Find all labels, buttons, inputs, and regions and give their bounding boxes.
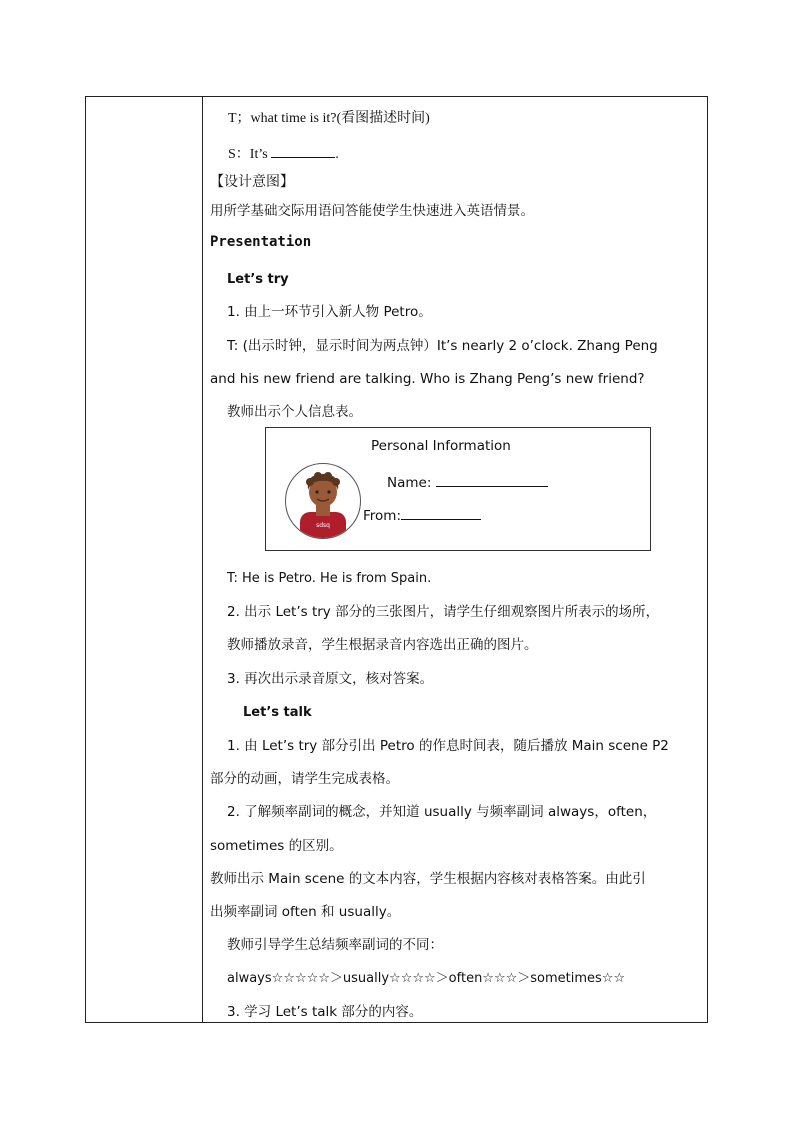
text-line-19: sometimes 的区别。 xyxy=(210,838,343,854)
column-divider xyxy=(202,97,203,1022)
design-intent-heading: 【设计意图】 xyxy=(210,174,294,190)
text-line-14: 3. 再次出示录音原文，核对答案。 xyxy=(227,671,434,687)
personal-info-card xyxy=(265,427,651,551)
subsection-lets-talk: Let’s talk xyxy=(243,705,312,720)
petro-avatar xyxy=(285,463,361,539)
text-line-4: 用所学基础交际用语问答能使学生快速进入英语情景。 xyxy=(210,203,534,219)
text-line-8: T: (出示时钟，显示时间为两点钟）It’s nearly 2 o’clock. Zhang Peng xyxy=(227,338,658,354)
text-line-22: 教师引导学生总结频率副词的不同： xyxy=(227,937,443,953)
text-line-10: 教师出示个人信息表。 xyxy=(227,404,362,420)
text-line-11: T: He is Petro. He is from Spain. xyxy=(227,571,432,586)
answer-prefix: S：It’s xyxy=(228,147,272,162)
name-blank xyxy=(436,473,548,487)
answer-suffix: . xyxy=(335,147,339,162)
from-blank xyxy=(401,506,481,520)
from-field xyxy=(363,506,481,524)
text-line-24: 3. 学习 Let’s talk 部分的内容。 xyxy=(227,1004,423,1020)
text-line-18: 2. 了解频率副词的概念，并知道 usually 与频率副词 always，often， xyxy=(227,804,657,820)
text-line-13: 教师播放录音，学生根据录音内容选出正确的图片。 xyxy=(227,637,538,653)
text-line-9: and his new friend are talking. Who is Zhang Peng’s new friend? xyxy=(210,371,645,387)
from-label: From: xyxy=(363,508,401,524)
shirt-text: sdsq xyxy=(316,522,330,529)
text-line-16: 1. 由 Let’s try 部分引出 Petro 的作息时间表，随后播放 Main scene P2 xyxy=(227,738,669,754)
frequency-scale: always☆☆☆☆☆＞usually☆☆☆☆＞often☆☆☆＞sometimes☆☆ xyxy=(227,971,626,986)
text-line-7: 1. 由上一环节引入新人物 Petro。 xyxy=(227,304,432,320)
text-line-1: T；what time is it?(看图描述时间) xyxy=(228,111,430,126)
text-line-20: 教师出示 Main scene 的文本内容，学生根据内容核对表格答案。由此引 xyxy=(210,871,646,887)
text-line-21: 出频率副词 often 和 usually。 xyxy=(210,904,401,920)
answer-blank xyxy=(271,144,335,158)
section-presentation: Presentation xyxy=(210,234,312,250)
name-label: Name: xyxy=(387,475,436,491)
name-field xyxy=(387,473,548,491)
text-line-2 xyxy=(228,144,339,164)
text-line-17: 部分的动画，请学生完成表格。 xyxy=(210,771,399,787)
lesson-table xyxy=(85,96,708,1023)
text-line-12: 2. 出示 Let’s try 部分的三张图片，请学生仔细观察图片所表示的场所， xyxy=(227,604,660,620)
subsection-lets-try: Let’s try xyxy=(227,272,289,287)
card-title: Personal Information xyxy=(371,438,511,454)
